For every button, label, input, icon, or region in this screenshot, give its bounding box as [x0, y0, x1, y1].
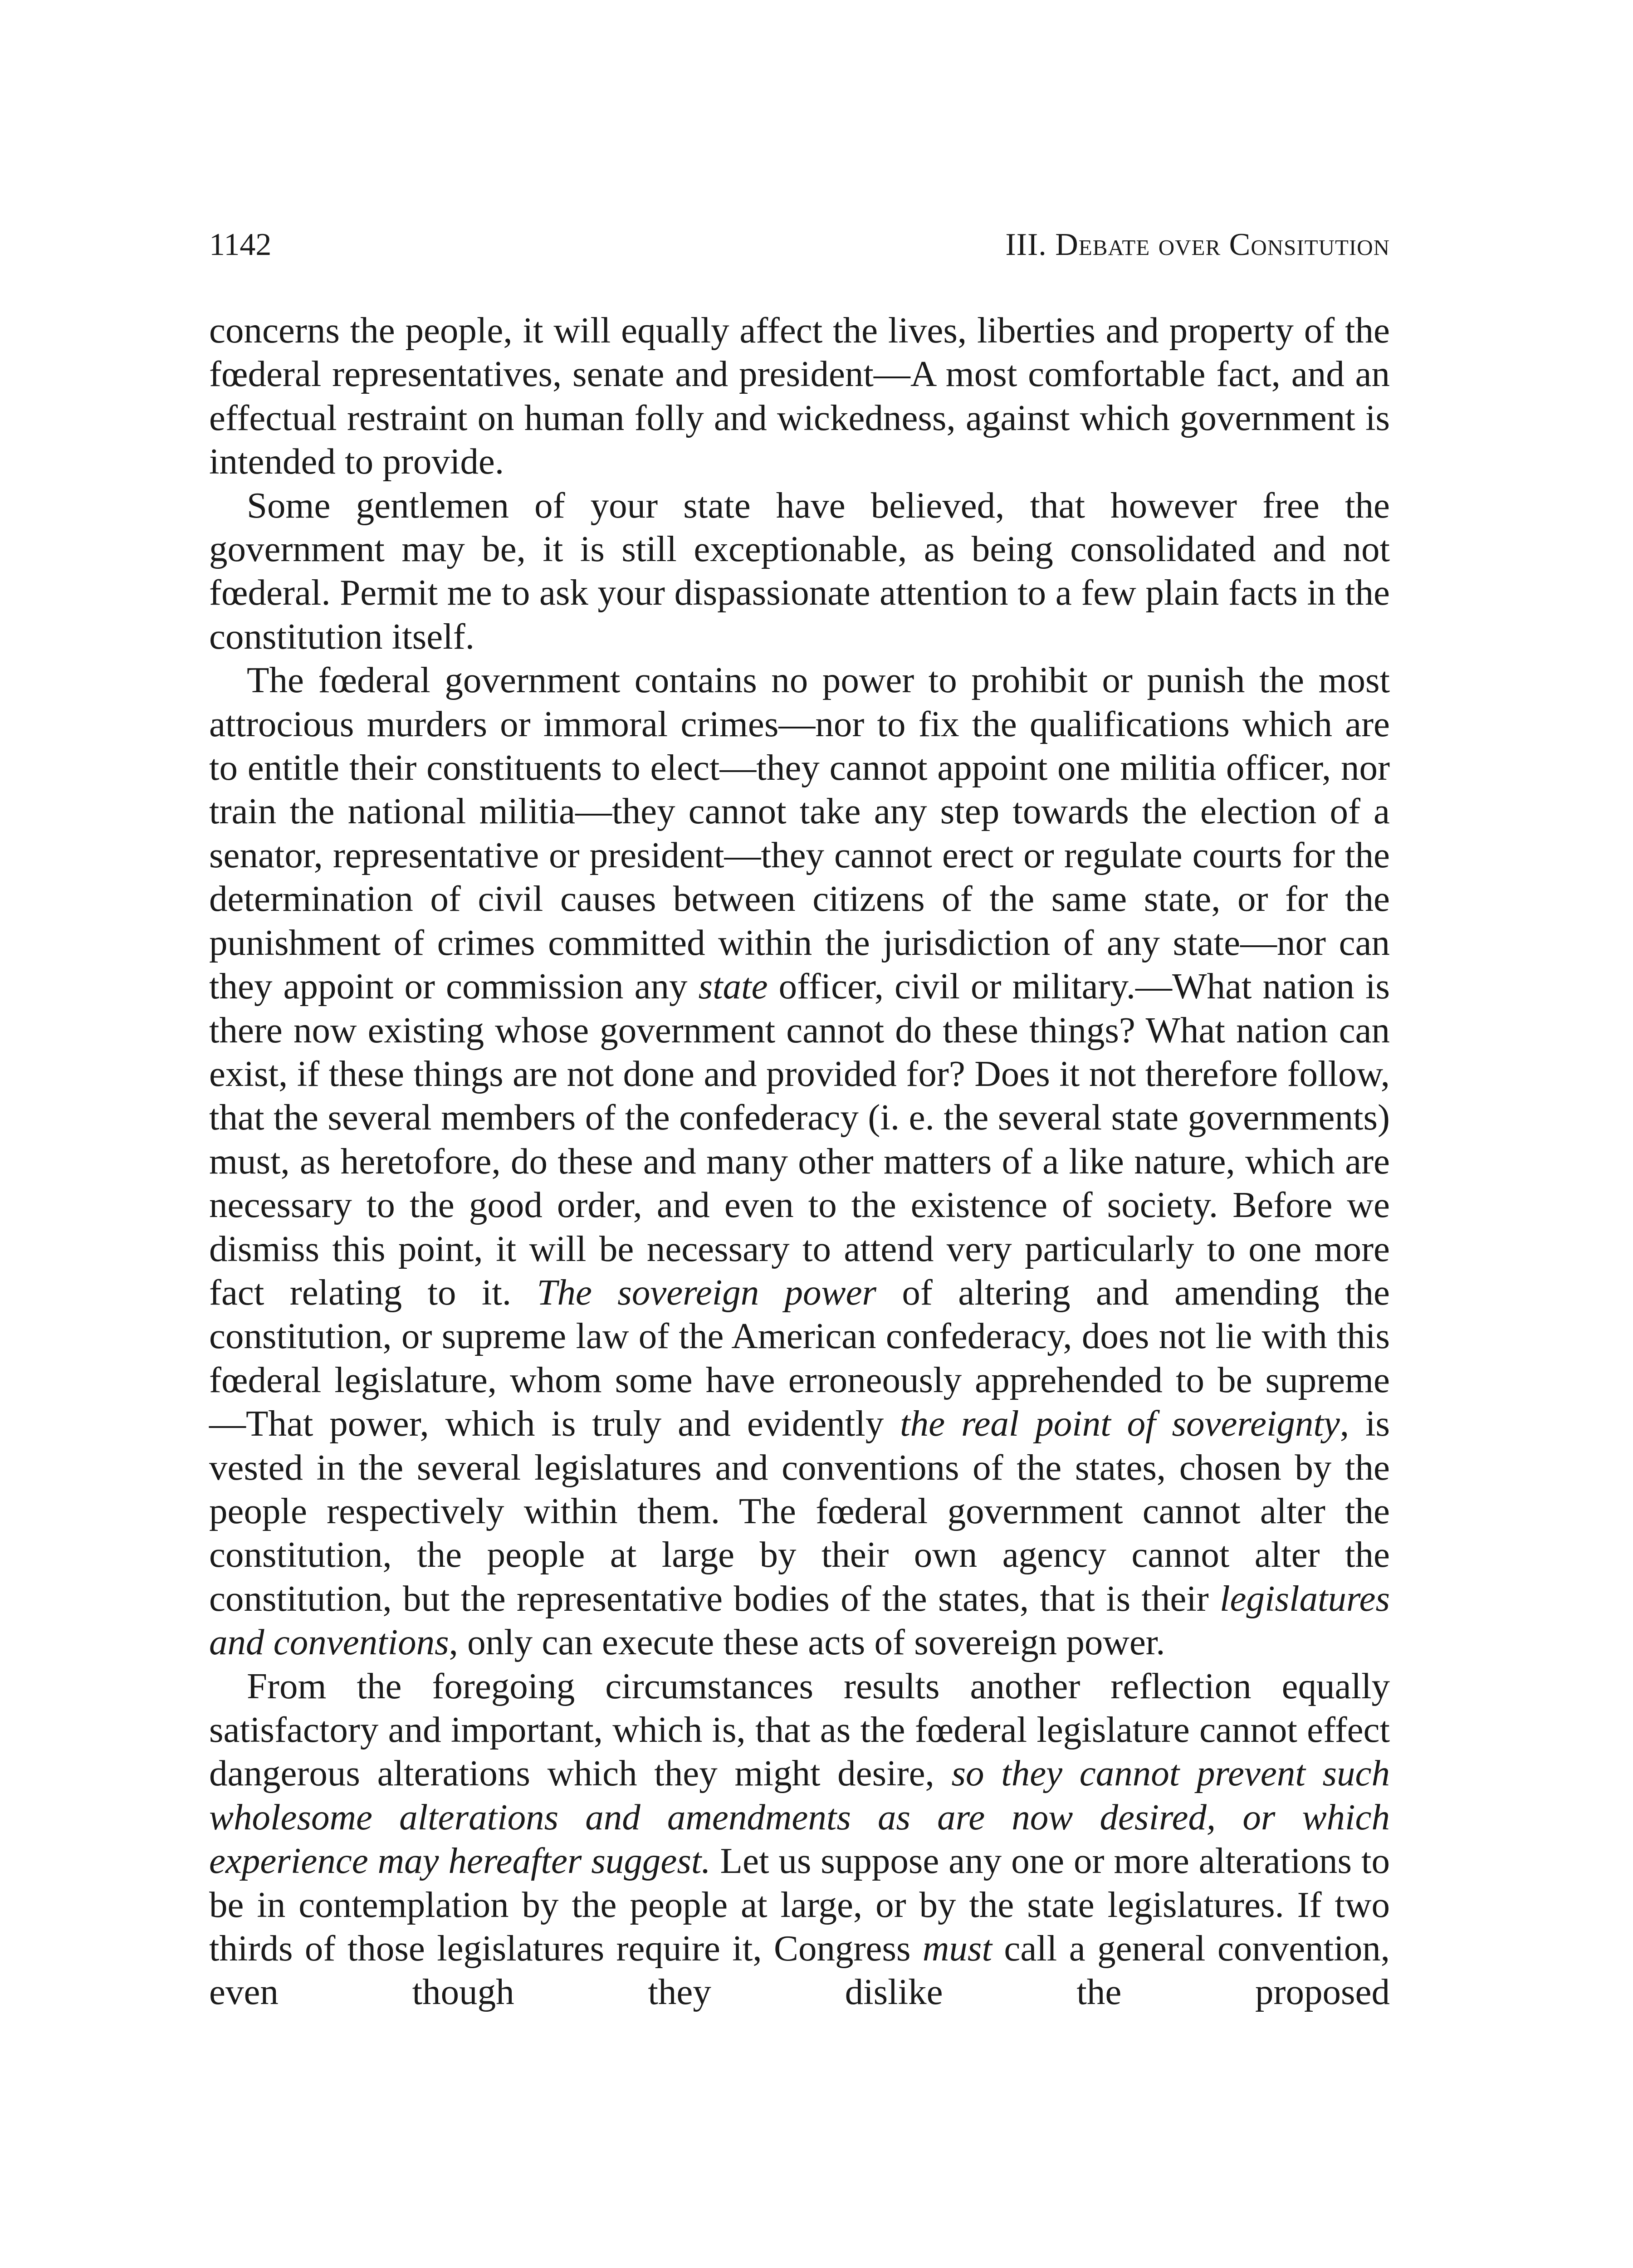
paragraph-4	[209, 1664, 1390, 2014]
paragraph-3	[209, 658, 1390, 1664]
paragraph-3-text: The fœderal government contains no power to prohibit or punish the most attrocious murders or immoral crimes—nor to fix the qualifications which are to entitle their constituents to elect—they cannot appoint one militia officer, nor train the national militia—they cannot take any step towards the election of a senator, representative or president—they cannot erect or regulate courts for the determination of civil causes between citizens of the same state, or for the punishment of crimes committed within the jurisdiction of any state—nor can they appoint or commission any	[209, 660, 1390, 1007]
paragraph-2	[209, 484, 1390, 659]
paragraph-1	[209, 308, 1390, 484]
section-title: III. Debate over Consitution	[1005, 227, 1390, 262]
italic-phrase: must	[922, 1928, 992, 1969]
italic-phrase: legislatures and conventions	[209, 1578, 1390, 1663]
paragraph-4-text: From the foregoing circumstances results another reflection equally satisfactory and important, which is, that as the fœderal legislature cannot effect dangerous alterations which they might desire,	[209, 1665, 1390, 1794]
paragraph-4-text: Let us suppose any one or more alterations to be in contemplation by the people at large, or by the state legislatures. If two thirds of those legislatures require it, Congress	[209, 1840, 1390, 1969]
italic-phrase: state	[698, 966, 768, 1007]
italic-phrase: so they cannot prevent such wholesome alterations and amendments as are now desired, or which experience may hereafter suggest.	[209, 1753, 1390, 1882]
paragraph-1-text: concerns the people, it will equally affect the lives, liberties and property of the fœderal representatives, senate and president—A most comfortable fact, and an effectual restraint on human folly and wickedness, against which government is intended to provide.	[209, 310, 1390, 482]
paragraph-3-text: officer, civil or military.—What nation is there now existing whose government cannot do these things? What nation can exist, if these things are not done and provided for? Does it not therefore follow, that the several members of the confederacy (i. e. the several state governments) must, as heretofore, do these and many other matters of a like nature, which are necessary to the good order, and even to the existence of society. Before we dismiss this point, it will be necessary to attend very particularly to one more fact relating to it.	[209, 966, 1390, 1313]
paragraph-3-text: , is vested in the several legislatures and conventions of the states, chosen by the people respectively within them. The fœderal government cannot alter the constitution, the people at large by their own agency cannot alter the constitution, but the representative bodies of the states, that is their	[209, 1403, 1390, 1619]
paragraph-3-text: of altering and amending the constitution, or supreme law of the American confederacy, does not lie with this fœderal legislature, whom some have erroneously apprehended to be supreme—That power, which is truly and evidently	[209, 1271, 1390, 1444]
italic-phrase: the real point of sovereignty	[900, 1403, 1340, 1444]
running-head	[209, 225, 1390, 265]
paragraph-2-text: Some gentlemen of your state have believed, that however free the government may be, it is still exceptionable, as being consolidated and not fœderal. Permit me to ask your dispassionate attention to a few plain facts in the constitution itself.	[209, 484, 1390, 657]
paragraph-3-text: , only can execute these acts of sovereign power.	[449, 1622, 1165, 1663]
paragraph-4-text: call a general convention, even though they dislike the proposed	[209, 1928, 1390, 2013]
body-text	[209, 308, 1390, 2014]
page-number: 1142	[209, 227, 272, 262]
italic-phrase: The sovereign power	[537, 1271, 877, 1313]
